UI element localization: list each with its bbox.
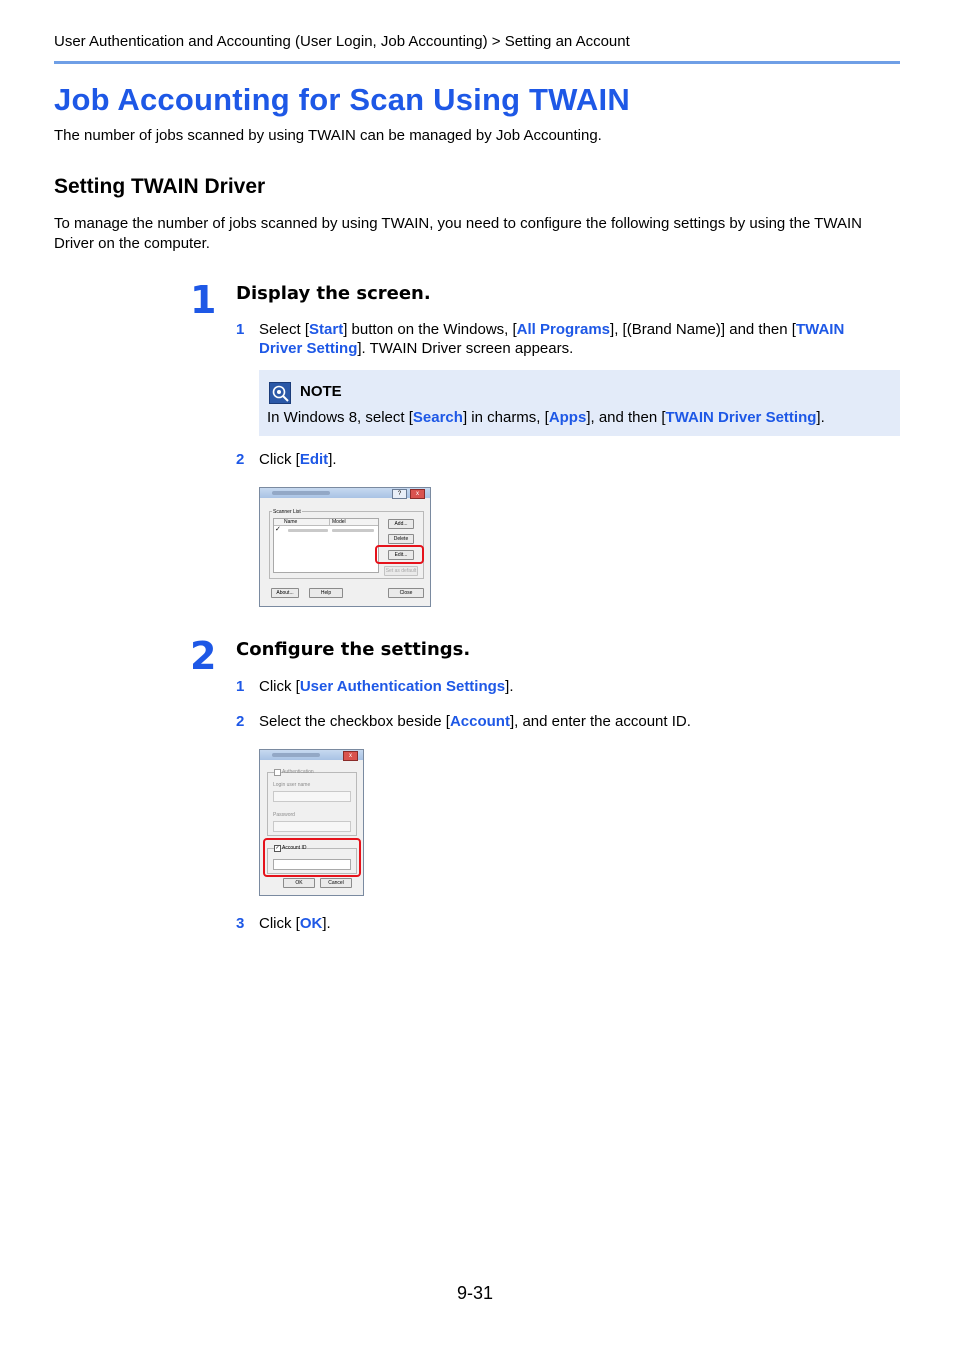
edit-link: Edit bbox=[299, 451, 329, 468]
note-label: NOTE bbox=[300, 383, 342, 400]
help-button[interactable]: Help bbox=[309, 588, 343, 598]
twain-link-b: Driver Setting bbox=[259, 340, 358, 357]
section-heading: Setting TWAIN Driver bbox=[54, 175, 266, 198]
about-button[interactable]: About... bbox=[271, 588, 299, 598]
ok-button[interactable]: OK bbox=[283, 878, 315, 888]
set-as-default-button: Set as default bbox=[385, 568, 417, 574]
step-2-sub-1-text: Click [User Authentication Settings]. bbox=[259, 678, 514, 695]
close-title-button: x bbox=[410, 489, 425, 499]
page-title: Job Accounting for Scan Using TWAIN bbox=[54, 82, 630, 117]
step-2-sub-1-number: 1 bbox=[236, 678, 245, 695]
note-text: In Windows 8, select [Search] in charms, [Apps], and then [TWAIN Driver Setting]. bbox=[267, 409, 825, 426]
help-title-button: ? bbox=[392, 489, 407, 499]
apps-link: Apps bbox=[548, 409, 587, 426]
scanner-list-label: Scanner List bbox=[273, 509, 301, 515]
step-2-sub-2-number: 2 bbox=[236, 713, 245, 730]
header-rule bbox=[54, 61, 900, 64]
add-button[interactable]: Add... bbox=[388, 519, 414, 529]
step-2-sub-3-text: Click [OK]. bbox=[259, 915, 331, 932]
login-user-name-field bbox=[273, 791, 351, 802]
note-icon bbox=[269, 382, 291, 404]
account-label: Account ID bbox=[282, 845, 307, 851]
password-label: Password bbox=[273, 812, 295, 818]
twain-link-a: TWAIN bbox=[795, 321, 845, 338]
check-icon: ✓ bbox=[275, 526, 281, 533]
step-2-sub-3-number: 3 bbox=[236, 915, 245, 932]
note-box bbox=[259, 370, 900, 436]
user-authentication-settings-link: User Authentication Settings bbox=[299, 678, 506, 695]
step-2-sub-2-text: Select the checkbox beside [Account], and enter the account ID. bbox=[259, 713, 691, 730]
account-checkbox[interactable]: ✓ bbox=[275, 845, 280, 851]
twain-driver-setting-link: TWAIN Driver Setting bbox=[665, 409, 817, 426]
authentication-checkbox[interactable] bbox=[274, 769, 281, 776]
step-1-number: 1 bbox=[190, 278, 217, 322]
delete-button[interactable]: Delete bbox=[388, 534, 414, 544]
edit-highlight-box bbox=[375, 545, 424, 564]
section-paragraph: To manage the number of jobs scanned by using TWAIN, you need to configure the following settings by using the TWAIN Driver on the computer. bbox=[54, 215, 862, 252]
user-auth-screenshot bbox=[259, 749, 364, 896]
step-2-number: 2 bbox=[190, 634, 217, 678]
ok-link: OK bbox=[299, 915, 323, 932]
close-button[interactable]: Close bbox=[388, 588, 424, 598]
scanner-list-table bbox=[273, 518, 379, 573]
cancel-button[interactable]: Cancel bbox=[320, 878, 352, 888]
all-programs-link: All Programs bbox=[516, 321, 611, 338]
breadcrumb: User Authentication and Accounting (User Login, Job Accounting) > Setting an Account bbox=[54, 33, 630, 50]
column-name: Name bbox=[284, 519, 298, 525]
step-1-sub-2-text: Click [Edit]. bbox=[259, 451, 337, 468]
column-model: Model bbox=[332, 519, 346, 525]
close-title-button-2: x bbox=[343, 751, 358, 761]
step-2-title: Configure the settings. bbox=[236, 639, 471, 660]
step-1-sub-1-number: 1 bbox=[236, 321, 245, 338]
search-link: Search bbox=[412, 409, 463, 426]
edit-button[interactable]: Edit... bbox=[388, 550, 414, 560]
start-link: Start bbox=[309, 321, 344, 338]
intro-text: The number of jobs scanned by using TWAIN can be managed by Job Accounting. bbox=[54, 127, 602, 144]
password-field bbox=[273, 821, 351, 832]
twain-driver-screenshot bbox=[259, 487, 431, 607]
login-user-name-label: Login user name bbox=[273, 782, 311, 788]
step-1-title: Display the screen. bbox=[236, 283, 431, 304]
account-highlight-box bbox=[263, 838, 361, 877]
step-1-sub-1-text: Select [Start] button on the Windows, [All Programs], [(Brand Name)] and then [TWAIN Driver Setting]. TWAIN Driver screen appears. bbox=[259, 321, 845, 357]
account-link: Account bbox=[449, 713, 510, 730]
step-1-sub-2-number: 2 bbox=[236, 451, 245, 468]
page-number: 9-31 bbox=[457, 1283, 494, 1303]
authentication-label: Authentication bbox=[282, 769, 314, 775]
